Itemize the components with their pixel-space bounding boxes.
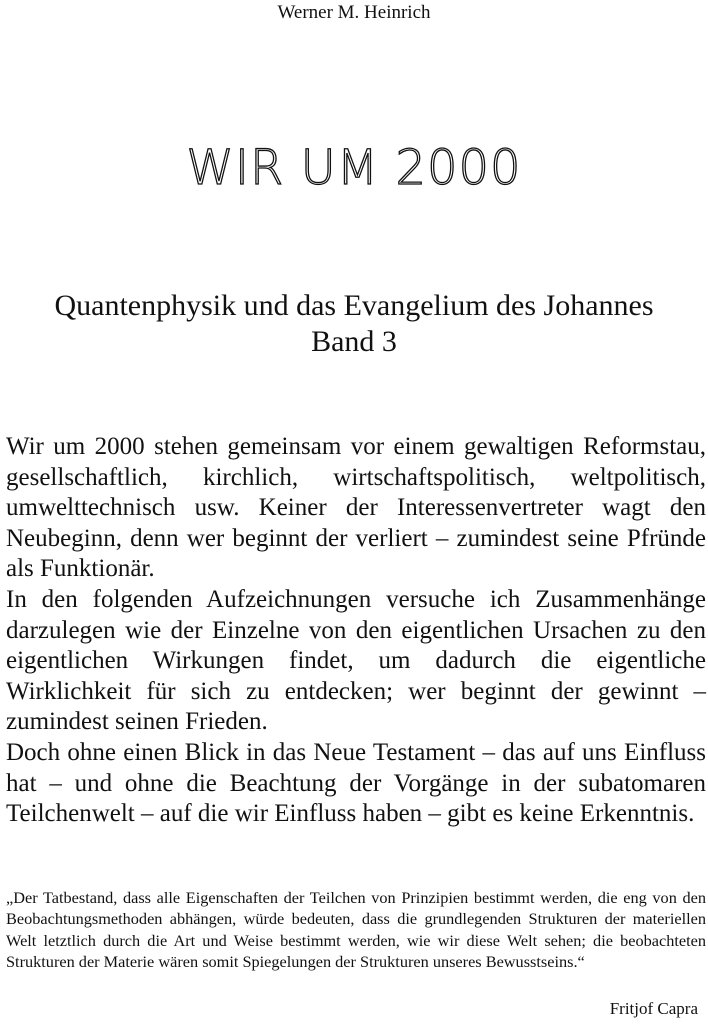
book-subtitle — [0, 288, 708, 360]
book-title: WIR UM 2000 — [186, 140, 522, 196]
paragraph-2: In den folgenden Aufzeichnungen versuche ich Zusammenhänge darzulegen wie der Einzelne von den eigentlichen Ursachen zu den eigentlichen Wirkungen findet, um dadurch die eigentliche Wirklichkeit für sich zu entdecken; wer beginnt der gewinnt – zumindest seinen Frieden. — [6, 585, 706, 736]
quote-attribution: Fritjof Capra — [609, 999, 698, 1018]
subtitle-line-2: Band 3 — [311, 325, 397, 358]
quote-text: „Der Tatbestand, dass alle Eigenschaften der Teilchen von Prinzipien bestimmt werden, die eng von den Beobachtungsmethoden abhängen, würde bedeuten, dass die grundlegenden Strukturen der materiellen Welt letztlich durch die Art und Weise bestimmt werden, wie wir diese Welt sehen; die beobachteten Strukturen der Materie wären somit Spiegelungen der Strukturen unseres Bewusstseins.“ — [6, 888, 706, 972]
paragraph-3: Doch ohne einen Blick in das Neue Testament – das auf uns Einfluss hat – und ohne die Beachtung der Vorgänge in der subatomaren Teilchenwelt – auf die wir Einfluss haben – gibt es keine Erkenntnis. — [6, 738, 706, 828]
paragraph-1: Wir um 2000 stehen gemeinsam vor einem gewaltigen Reformstau, gesellschaftlich, kirchlich, wirtschaftspolitisch, weltpolitisch, umwelttechnisch usw. Keiner der Interessenvertreter wagt den Neubeginn, denn wer beginnt der verliert – zumindest seine Pfründe als Funktionär. — [6, 433, 706, 583]
subtitle-line-1: Quantenphysik und das Evangelium des Johannes — [54, 289, 654, 322]
introduction-text — [6, 432, 706, 830]
author-name: Werner M. Heinrich — [277, 2, 431, 23]
